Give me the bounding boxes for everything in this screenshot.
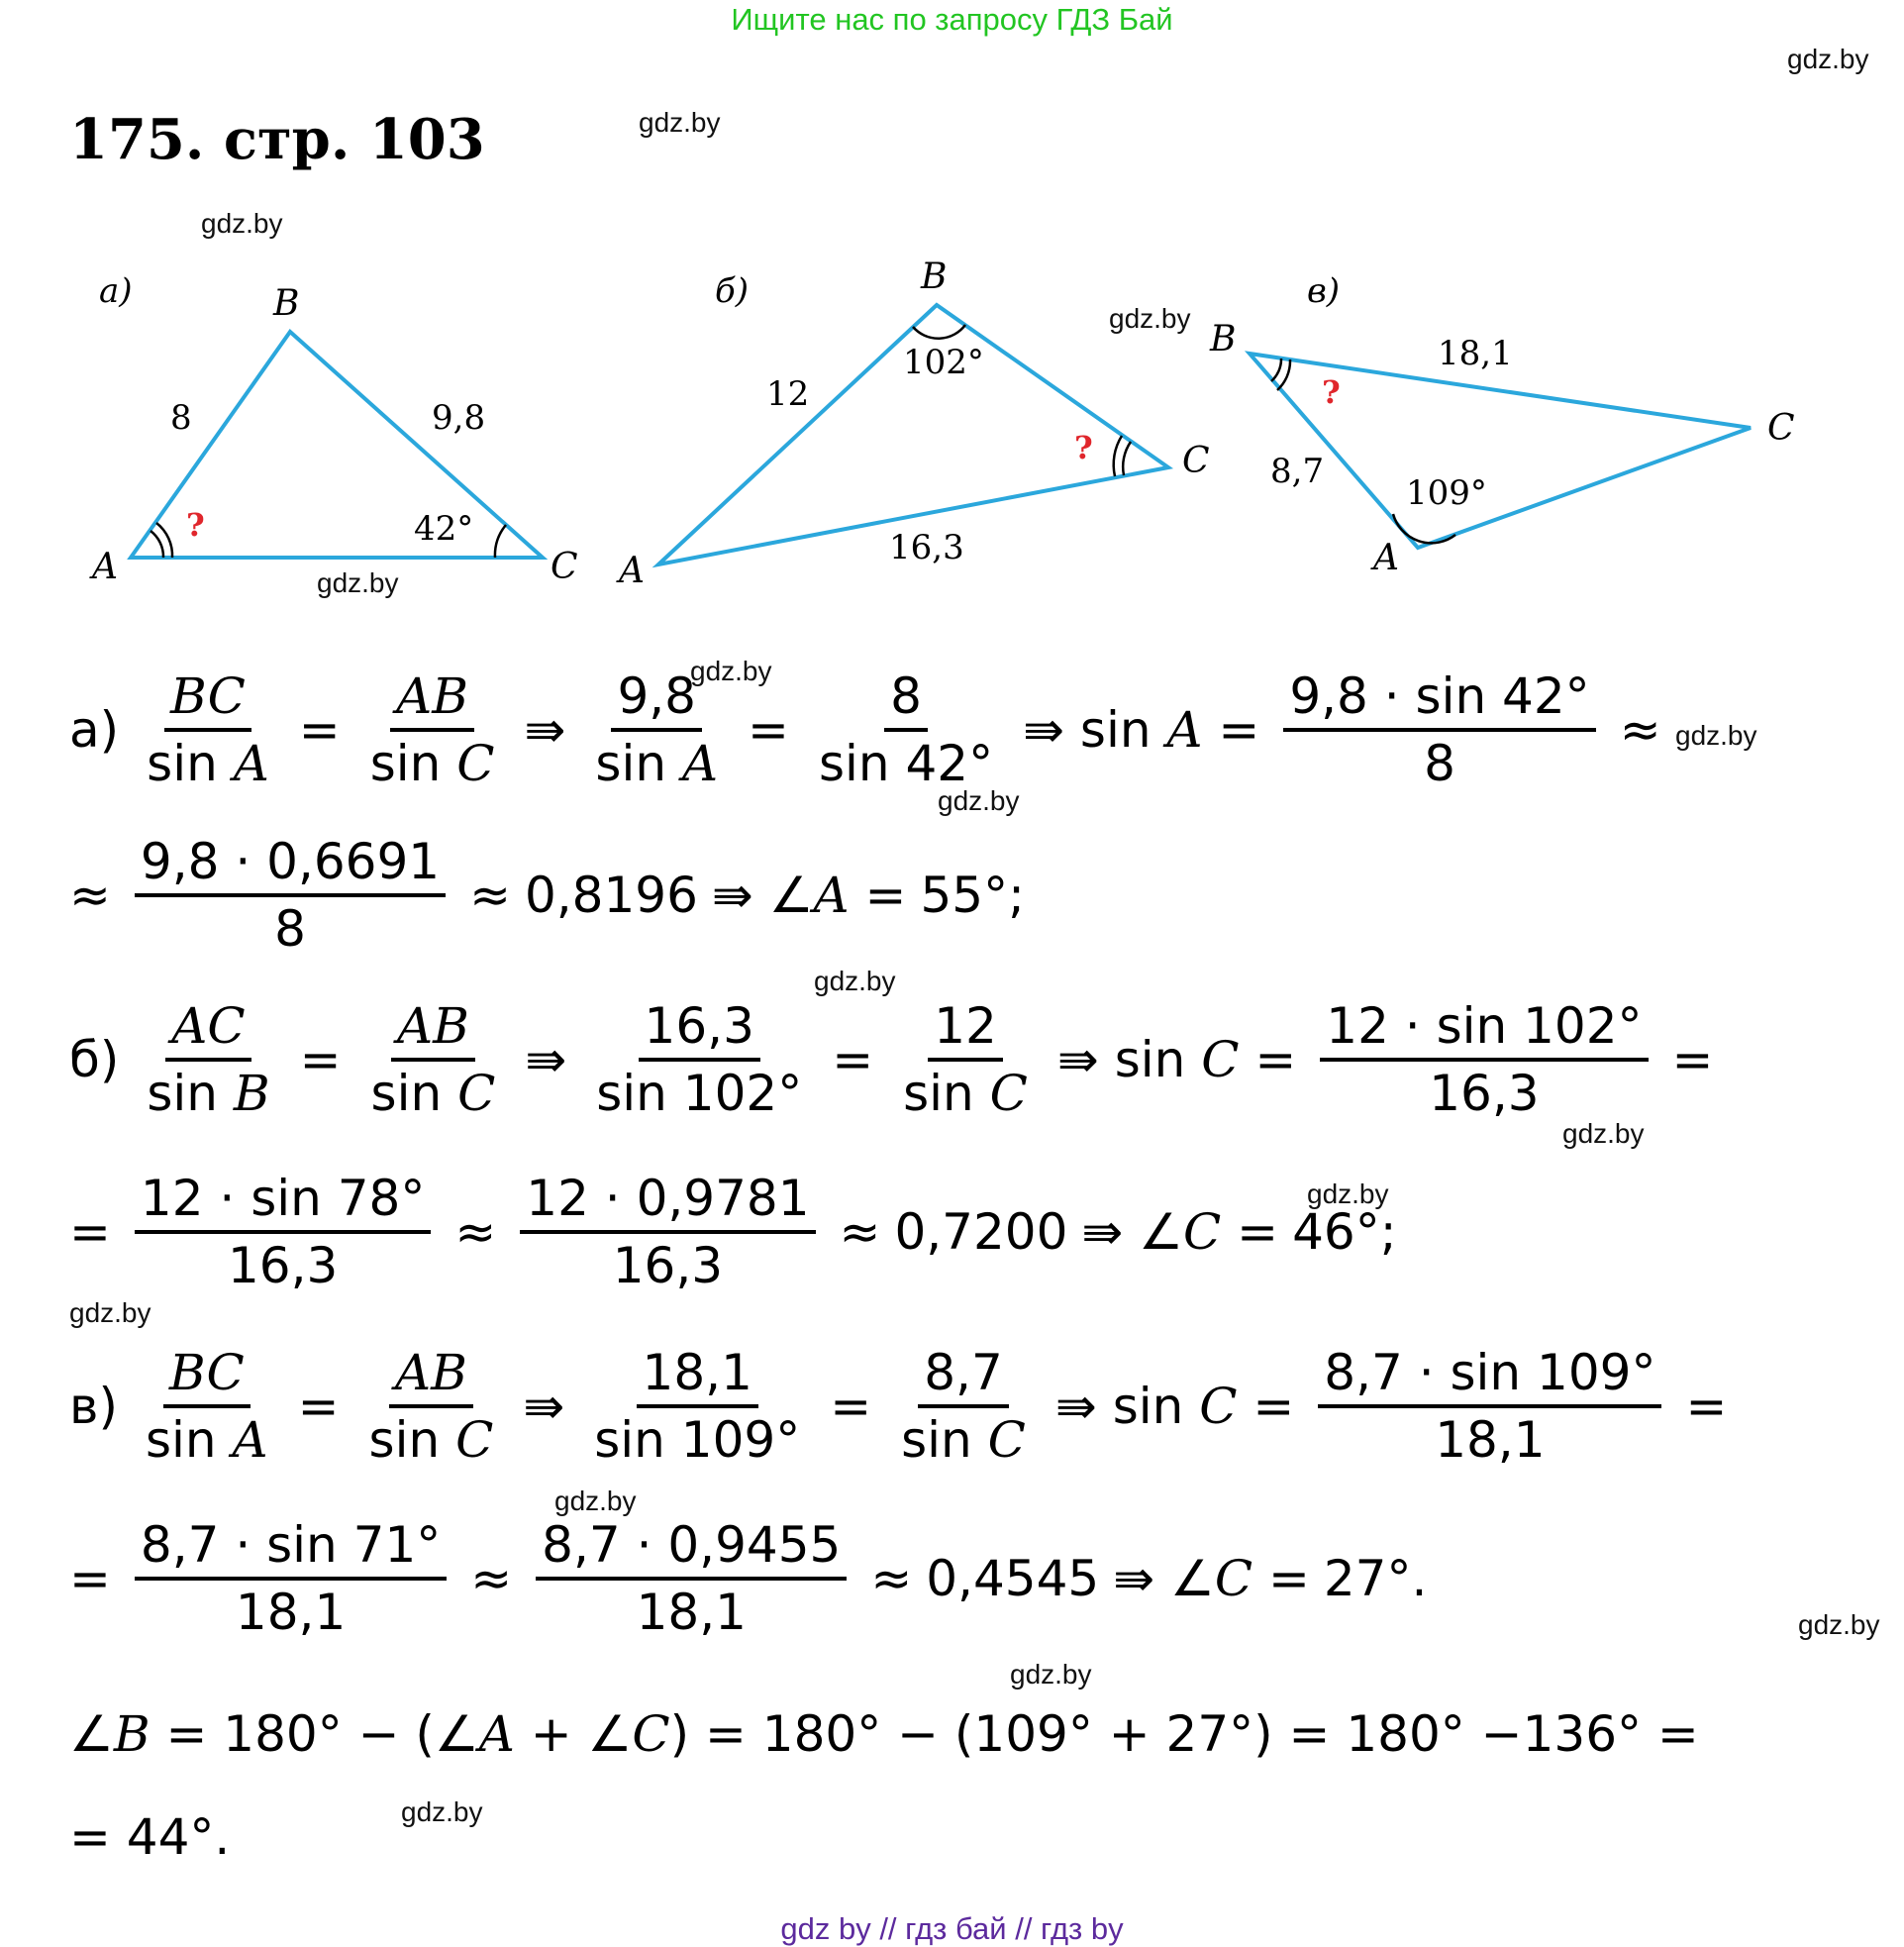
- fraction: $\frac{AB}{\text{sin C}}$: [368, 1344, 494, 1469]
- problem-title: 175. стр. 103: [69, 107, 485, 172]
- watermark: gdz.by: [814, 966, 896, 996]
- watermark: gdz.by: [69, 1297, 151, 1328]
- sin-value: 0,9781: [636, 1170, 810, 1227]
- watermark: gdz.by: [1307, 1178, 1389, 1209]
- top-banner[interactable]: Ищите нас по запросу ГДЗ Бай: [731, 2, 1173, 37]
- angle-arc-b-C: [1123, 442, 1131, 475]
- fraction: $\frac{BC}{\text{sin A}}$: [145, 1344, 268, 1469]
- solution-b-label: б): [69, 1031, 120, 1088]
- unknown-angle-mark: ?: [1322, 373, 1341, 411]
- solution-c-line-1: в) $\frac{BC}{\text{sin A}}$ = $\frac{AB}{\text{sin C}}$ ⇛ $\frac{18,1}{\sin 109^\circ}$ = $\frac{8,7}{\text{sin C}}$ ⇛ sin C = $\frac{8,7 \cdot \sin 109^\circ}{18,1}$ =: [69, 1344, 1728, 1469]
- vertex-B: B: [921, 256, 948, 297]
- fraction: $\frac{9,8 \cdot \sin 42^\circ}{8}$: [1283, 666, 1595, 793]
- watermark: gdz.by: [690, 656, 772, 686]
- fraction: $\frac{12 \cdot 0,9781}{16,3}$: [520, 1169, 815, 1295]
- solution-b-line-2: = $\frac{12 \cdot \sin 78^\circ}{16,3}$ ≈ $\frac{12 \cdot 0,9781}{16,3}$ ≈ 0,7200 ⇛ ∠C = 46° ;: [69, 1170, 1397, 1294]
- watermark: gdz.by: [201, 208, 283, 239]
- solution-c-line-3: ∠B = 180° − (∠A + ∠C) = 180° − (109° + 27°) = 180° − 136° =: [69, 1705, 1699, 1763]
- solution-a-label: а): [69, 701, 120, 759]
- side-BC: 18,1: [1438, 334, 1513, 373]
- watermark: gdz.by: [639, 107, 721, 138]
- fraction: $\frac{9,8}{\text{sin A}}$: [595, 667, 719, 792]
- angle-arc-b-C2: [1114, 436, 1122, 476]
- solution-b-line-1: б) $\frac{AC}{\text{sin B}}$ = $\frac{AB}{\text{sin C}}$ ⇛ $\frac{16,3}{\sin 102^\circ}$ = $\frac{12}{\text{sin C}}$ ⇛ sin C = $\frac{12 \cdot \sin 102^\circ}{16,3}$ =: [69, 997, 1714, 1122]
- fraction: $\frac{BC}{\text{sin A}}$: [147, 667, 269, 792]
- answer-angle-B: 44°: [126, 1808, 215, 1866]
- fraction: $\frac{16,3}{\sin 102^\circ}$: [596, 997, 803, 1122]
- side-AB: 12: [766, 374, 810, 414]
- watermark: gdz.by: [1109, 303, 1191, 334]
- solution-c-label: в): [69, 1378, 118, 1435]
- fraction: $\frac{8}{\sin 42^\circ}$: [818, 667, 994, 792]
- fraction: $\frac{12 \cdot \sin 78^\circ}{16,3}$: [135, 1169, 431, 1295]
- answer-c: 27°: [1323, 1550, 1412, 1607]
- angle-A-value: 109°: [1406, 473, 1487, 513]
- watermark: gdz.by: [938, 785, 1020, 816]
- vertex-A: A: [619, 551, 645, 591]
- angle-sum: 136°: [1522, 1705, 1643, 1763]
- watermark: gdz.by: [1562, 1118, 1645, 1149]
- vertex-B: B: [1210, 319, 1237, 359]
- angle-C-value: 42°: [414, 509, 474, 549]
- sin-value: 0,6691: [266, 833, 441, 890]
- side-AB: 8: [170, 398, 192, 438]
- ratio-value: 0,8196: [524, 867, 698, 924]
- figure-a-label: а): [99, 271, 133, 311]
- vertex-C: C: [1182, 441, 1210, 481]
- solution-c-line-2: = $\frac{8,7 \cdot \sin 71^\circ}{18,1}$ ≈ $\frac{8,7 \cdot 0,9455}{18,1}$ ≈ 0,4545 ⇛ ∠C = 27° .: [69, 1516, 1428, 1641]
- unknown-angle-mark: ?: [1074, 429, 1093, 466]
- figure-c-label: в): [1307, 271, 1341, 311]
- vertex-B: B: [273, 283, 300, 324]
- angle-B-value: 102°: [903, 343, 984, 382]
- sin-value: 0,9455: [667, 1516, 842, 1574]
- vertex-A: A: [92, 547, 118, 587]
- angle-arc-a-C: [495, 525, 506, 558]
- ratio-value: 0,4545: [926, 1550, 1100, 1607]
- angle-arc-b-B: [913, 325, 965, 339]
- figure-b-label: б): [715, 271, 750, 311]
- watermark: gdz.by: [1798, 1609, 1880, 1640]
- fraction: $\frac{8,7 \cdot 0,9455}{18,1}$: [536, 1515, 847, 1642]
- solution-c-line-4: = 44° .: [69, 1808, 231, 1866]
- unknown-angle-mark: ?: [186, 506, 205, 544]
- solution-a-line-1: а) $\frac{BC}{\text{sin A}}$ = $\frac{AB}{\text{sin C}}$ ⇛ $\frac{9,8}{\text{sin A}}$ = $\frac{8}{\sin 42^\circ}$ ⇛ sin A = $\frac{9,8 \cdot \sin 42^\circ}{8}$ ≈: [69, 667, 1661, 792]
- supplement-angle: 78°: [337, 1170, 426, 1227]
- watermark: gdz.by: [1010, 1659, 1092, 1690]
- fraction: $\frac{8,7 \cdot \sin 71^\circ}{18,1}$: [135, 1515, 447, 1642]
- vertex-C: C: [1767, 408, 1795, 449]
- watermark: gdz.by: [317, 567, 399, 598]
- fraction: $\frac{AC}{\text{sin B}}$: [147, 997, 270, 1122]
- ratio-value: 0,7200: [894, 1203, 1068, 1261]
- fraction: $\frac{8,7 \cdot \sin 109^\circ}{18,1}$: [1318, 1343, 1661, 1470]
- fraction: $\frac{12}{\text{sin C}}$: [903, 997, 1028, 1122]
- supplement-angle: 71°: [352, 1516, 442, 1574]
- fraction: $\frac{AB}{\text{sin C}}$: [370, 997, 496, 1122]
- answer-b: 46°: [1292, 1203, 1380, 1261]
- answer-a: 55°: [920, 867, 1009, 924]
- fraction: $\frac{AB}{\text{sin C}}$: [369, 667, 495, 792]
- vertex-A: A: [1373, 538, 1399, 578]
- watermark: gdz.by: [1787, 44, 1869, 74]
- solution-a-line-2: ≈ $\frac{9,8 \cdot 0,6691}{8}$ ≈ 0,8196 ⇛ ∠A = 55° ;: [69, 833, 1025, 958]
- watermark: gdz.by: [554, 1486, 637, 1516]
- fraction: $\frac{9,8 \cdot 0,6691}{8}$: [135, 832, 446, 959]
- fraction: $\frac{12 \cdot \sin 102^\circ}{16,3}$: [1320, 996, 1648, 1123]
- vertex-C: C: [551, 547, 578, 587]
- watermark: gdz.by: [1675, 720, 1757, 751]
- watermark: gdz.by: [401, 1796, 483, 1827]
- fraction: $\frac{8,7}{\text{sin C}}$: [901, 1344, 1026, 1469]
- angle-arc-a-A: [150, 531, 163, 558]
- side-AC: 16,3: [889, 528, 964, 567]
- side-BC: 9,8: [432, 398, 486, 438]
- footer-links[interactable]: gdz by // гдз бай // гдз by: [780, 1911, 1124, 1946]
- fraction: $\frac{18,1}{\sin 109^\circ}$: [594, 1344, 801, 1469]
- side-AB: 8,7: [1270, 452, 1325, 491]
